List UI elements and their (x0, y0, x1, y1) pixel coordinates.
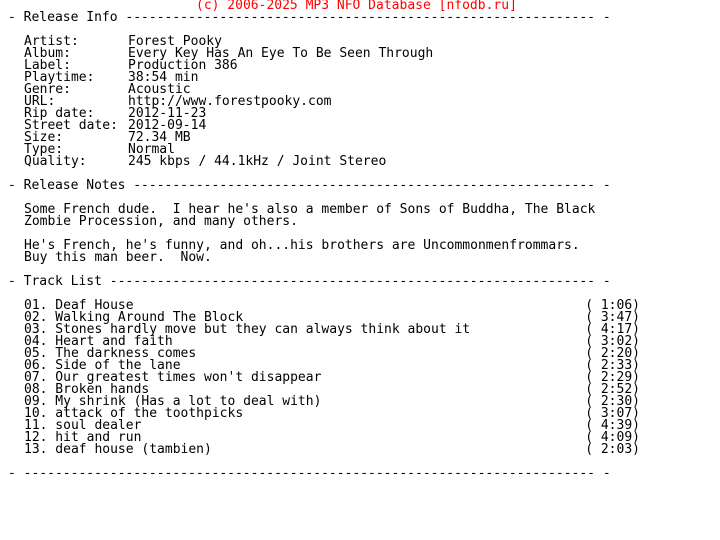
track-duration: ( 2:30) (585, 394, 640, 409)
section-header-track-list: - Track List -------------------------------------------------------------- - (8, 274, 611, 289)
info-label: Genre: (24, 82, 71, 97)
info-label: Rip date: (24, 106, 95, 121)
track-title: 03. Stones hardly move but they can always think about it (24, 322, 471, 337)
track-row (24, 444, 640, 456)
nfo-document (8, 0, 712, 480)
info-label: Street date: (24, 118, 118, 133)
info-value: Acoustic (128, 82, 191, 97)
info-label: Album: (24, 46, 71, 61)
track-title: 09. My shrink (Has a lot to deal with) (24, 394, 322, 409)
track-duration: ( 3:02) (585, 334, 640, 349)
info-row-quality (24, 156, 712, 168)
info-label: Playtime: (24, 70, 95, 85)
footer-separator: - ------------------------------------------------------------------------- - (8, 466, 611, 481)
track-title: 12. hit and run (24, 430, 142, 445)
track-title: 04. Heart and faith (24, 334, 173, 349)
notes-line: Some French dude. I hear he's also a member of Sons of Buddha, The Black (24, 202, 596, 217)
info-value: Production 386 (128, 58, 238, 73)
track-title: 13. deaf house (tambien) (24, 442, 212, 457)
info-value: 72.34 MB (128, 130, 191, 145)
release-notes-block (8, 204, 712, 264)
info-value: http://www.forestpooky.com (128, 94, 332, 109)
track-title: 06. Side of the lane (24, 358, 181, 373)
track-title: 01. Deaf House (24, 298, 134, 313)
track-duration: ( 4:17) (585, 322, 640, 337)
section-header-release-notes: - Release Notes ----------------------------------------------------------- - (8, 178, 611, 193)
track-title: 08. Broken hands (24, 382, 150, 397)
track-duration: ( 4:39) (585, 418, 640, 433)
info-value: 2012-11-23 (128, 106, 207, 121)
info-label: Type: (24, 142, 64, 157)
info-value: Every Key Has An Eye To Be Seen Through (128, 46, 434, 61)
info-label: URL: (24, 94, 56, 109)
info-label: Artist: (24, 34, 79, 49)
track-duration: ( 2:29) (585, 370, 640, 385)
section-header-release-info: - Release Info ------------------------------------------------------------ - (8, 10, 611, 25)
info-label: Size: (24, 130, 64, 145)
info-value: Normal (128, 142, 175, 157)
info-value: 245 kbps / 44.1kHz / Joint Stereo (128, 154, 387, 169)
track-duration: ( 1:06) (585, 298, 640, 313)
track-duration: ( 2:52) (585, 382, 640, 397)
track-title: 07. Our greatest times won't disappear (24, 370, 322, 385)
spacer (8, 24, 712, 36)
release-info-block (8, 36, 712, 168)
track-list (8, 300, 640, 456)
copyright-banner: (c) 2006-2025 MP3 NFO Database [nfodb.ru] (196, 0, 517, 13)
track-duration: ( 3:47) (585, 310, 640, 325)
track-duration: ( 2:33) (585, 358, 640, 373)
track-duration: ( 3:07) (585, 406, 640, 421)
info-value: 38:54 min (128, 70, 199, 85)
track-duration: ( 2:20) (585, 346, 640, 361)
notes-line: Zombie Procession, and many others. (24, 214, 298, 229)
track-title: 02. Walking Around The Block (24, 310, 244, 325)
notes-line: He's French, he's funny, and oh...his brothers are Uncommonmenfrommars. (24, 238, 580, 253)
track-title: 05. The darkness comes (24, 346, 197, 361)
info-value: 2012-09-14 (128, 118, 207, 133)
track-title: 11. soul dealer (24, 418, 142, 433)
track-title: 10. attack of the toothpicks (24, 406, 244, 421)
info-value: Forest Pooky (128, 34, 222, 49)
track-duration: ( 2:03) (585, 442, 640, 457)
track-duration: ( 4:09) (585, 430, 640, 445)
info-label: Quality: (24, 154, 87, 169)
info-label: Label: (24, 58, 71, 73)
notes-line: Buy this man beer. Now. (24, 250, 212, 265)
